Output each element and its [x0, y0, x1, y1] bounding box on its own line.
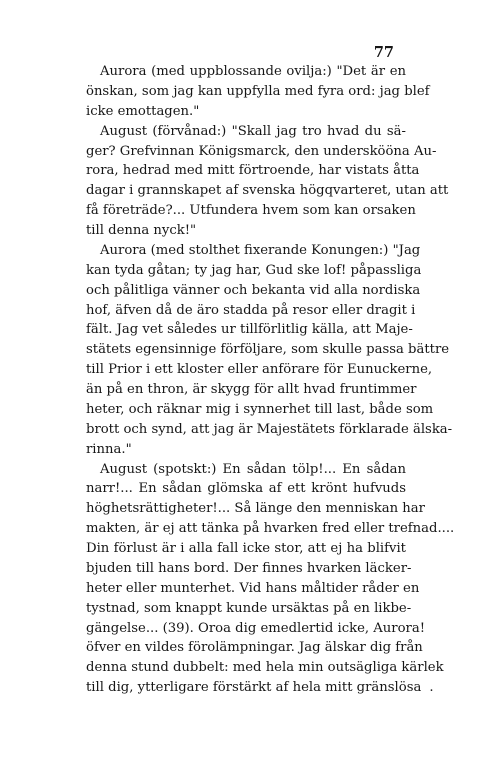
text-line-content: Aurora (med stolthet fixerande Konungen:) "Jag [100, 242, 421, 258]
text-line [86, 161, 420, 181]
text-line [86, 102, 406, 122]
text-line-content: till Prior i ett kloster eller anförare för Eunuckerne, [86, 362, 433, 378]
text-line-content: August (förvånad:) "Skall jag tro hvad du sä- [100, 123, 406, 139]
text-line-content: heter, och räknar mig i synnerhet till last, både som [86, 401, 434, 417]
text-line [86, 599, 412, 619]
text-line-content: dagar i grannskapet af svenska högqvarteret, utan att [86, 183, 449, 199]
trailing-mark: . [429, 680, 434, 696]
text-line [86, 619, 425, 639]
text-line [86, 221, 406, 241]
text-line [86, 181, 449, 201]
text-line-content: tystnad, som knappt kunde ursäktas på en likbe- [86, 600, 412, 616]
text-line [86, 380, 417, 400]
text-line [86, 519, 455, 539]
text-line-content: hof, äfven då de äro stadda på resor eller dragit i [86, 302, 416, 318]
text-line [86, 420, 453, 440]
text-line [86, 261, 422, 281]
text-line [86, 340, 450, 360]
text-line-content: heter eller munterhet. Vid hans måltider råder en [86, 580, 420, 596]
text-line [86, 460, 406, 480]
text-line [86, 122, 406, 142]
text-line [86, 579, 420, 599]
text-line [86, 499, 425, 519]
text-line-content: brott och synd, att jag är Majestätets förklarade älska- [86, 421, 453, 437]
text-line [86, 241, 421, 261]
text-line [86, 301, 416, 321]
body-text [86, 62, 455, 698]
text-line [86, 440, 406, 460]
text-line [86, 320, 413, 340]
text-line-content: rinna." [86, 441, 132, 457]
text-line [86, 82, 430, 102]
text-line-content: August (spotskt:) En sådan tölp!... En sådan [100, 461, 406, 477]
text-line-content: bjuden till hans bord. Der finnes hvarken läcker- [86, 560, 412, 576]
text-line-content: Din förlust är i alla fall icke stor, att ej ha blifvit [86, 541, 406, 556]
text-line-content: ger? Grefvinnan Königsmarck, den underskööna Au- [86, 143, 437, 159]
text-line [86, 142, 437, 162]
text-line-content: fält. Jag vet således ur tillförlitlig källa, att Maje- [86, 322, 413, 338]
text-line [86, 638, 423, 658]
text-line-content: och pålitliga vänner och bekanta vid alla nordiska [86, 282, 421, 298]
text-line-content: önskan, som jag kan uppfylla med fyra ord: jag blef [86, 83, 430, 99]
text-line-content: till dig, ytterligare förstärkt af hela mitt gränslösa [86, 680, 422, 696]
text-line [86, 539, 406, 559]
text-line [86, 201, 416, 221]
text-line [86, 678, 434, 698]
text-line-content: än på en thron, är skygg för allt hvad fruntimmer [86, 382, 417, 397]
text-line-content: öfver en vildes förolämpningar. Jag älskar dig från [86, 640, 423, 656]
text-line-content: icke emottagen." [86, 103, 200, 119]
text-line-content: höghetsrättigheter!... Så länge den menniskan har [86, 501, 425, 517]
page-number: 77 [373, 44, 394, 61]
text-line-content: stätets egensinnige förföljare, som skulle passa bättre [86, 342, 450, 358]
text-line-content: denna stund dubbelt: med hela min outsägliga kärlek [86, 660, 444, 676]
text-line-content: Aurora (med uppblossande ovilja:) "Det är en [100, 64, 406, 79]
text-line [86, 658, 444, 678]
text-line-content: gängelse... (39). Oroa dig emedlertid icke, Aurora! [86, 620, 425, 636]
text-line [86, 559, 412, 579]
text-line [86, 62, 406, 82]
text-line-content: få företräde?... Utfundera hvem som kan orsaken [86, 203, 416, 219]
text-line-content: rora, hedrad med mitt förtroende, har vistats åtta [86, 163, 420, 179]
text-line-content: kan tyda gåtan; ty jag har, Gud ske lof! påpassliga [86, 262, 422, 278]
text-line [86, 360, 433, 380]
text-line-content: narr!... En sådan glömska af ett krönt hufvuds [86, 481, 406, 497]
text-line-content: till denna nyck!" [86, 223, 197, 238]
text-line [86, 281, 421, 301]
text-line [86, 400, 434, 420]
text-line-content: makten, är ej att tänka på hvarken fred eller trefnad.... [86, 521, 455, 537]
text-line [86, 479, 406, 499]
